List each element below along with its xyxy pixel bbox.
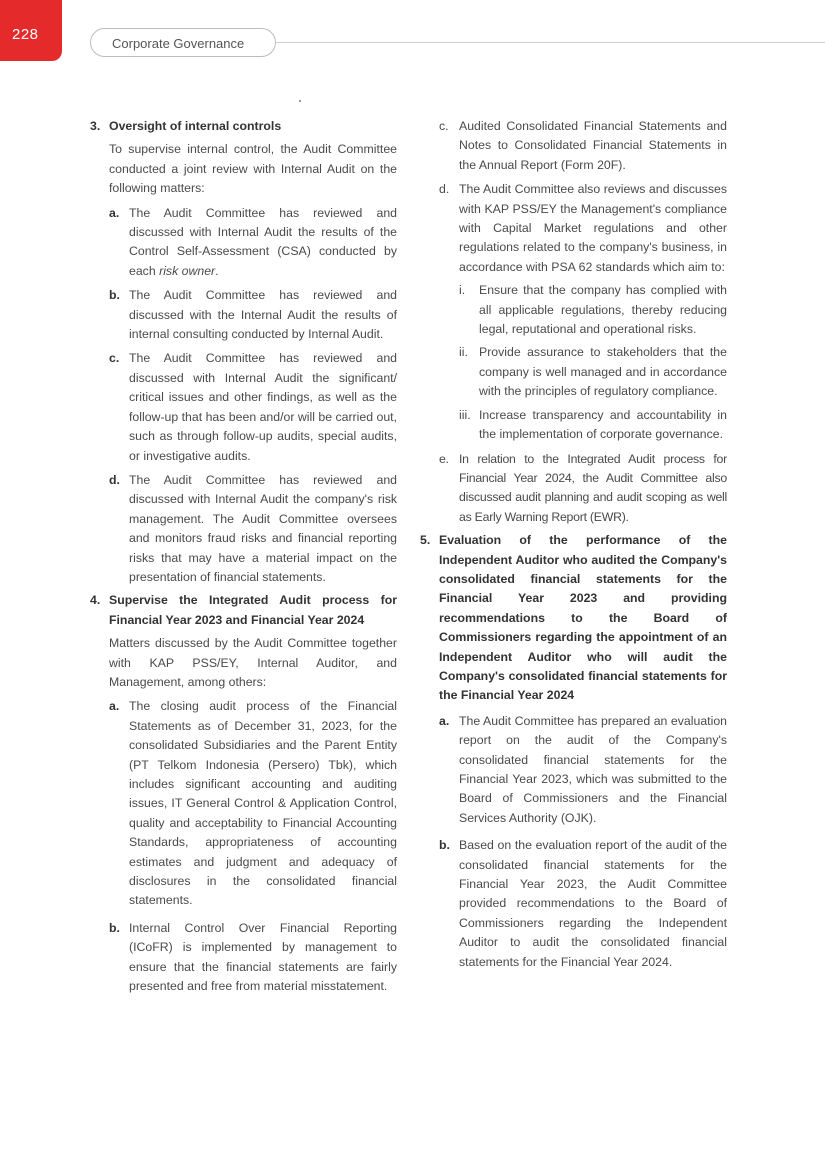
section-4-continued bbox=[420, 117, 727, 527]
list-item-text: The Audit Committee has reviewed and discussed with the Internal Audit the results of internal consulting conducted by Internal Audit. bbox=[129, 288, 397, 342]
list-item bbox=[109, 349, 397, 465]
list-marker: a. bbox=[109, 205, 120, 220]
section-4-title: Supervise the Integrated Audit process for Financial Year 2023 and Financial Year 2024 bbox=[109, 593, 397, 627]
list-item bbox=[109, 697, 397, 910]
sub-list-item bbox=[459, 406, 727, 445]
list-item bbox=[109, 286, 397, 344]
section-5-number: 5. bbox=[420, 533, 431, 548]
sub-list-item-text: Provide assurance to stakeholders that the company is well managed and in accordance with the principles of regulatory compliance. bbox=[479, 345, 727, 399]
sub-list-item bbox=[459, 281, 727, 339]
section-4-intro: Matters discussed by the Audit Committee together with KAP PSS/EY, Internal Auditor, and Management, among others: bbox=[109, 636, 397, 689]
list-item-text: The Audit Committee has reviewed and discussed with Internal Audit the company's risk management. The Audit Committee oversees and monitors fraud risks and financial reporting risks that may have a material impact on the presentation of financial statements. bbox=[129, 472, 397, 584]
list-marker: e. bbox=[439, 451, 449, 466]
header-divider bbox=[276, 42, 825, 43]
list-marker: b. bbox=[439, 838, 450, 853]
section-4-number: 4. bbox=[90, 593, 101, 608]
section-5 bbox=[420, 531, 727, 972]
list-item bbox=[109, 471, 397, 587]
sub-list-marker: iii. bbox=[459, 407, 471, 422]
list-marker: d. bbox=[109, 472, 120, 487]
section-3-number: 3. bbox=[90, 119, 101, 133]
list-marker: a. bbox=[439, 713, 450, 728]
list-item-text: The Audit Committee has prepared an evaluation report on the audit of the Company's consolidated financial statements for the Financial Year 2023, which was submitted to the Board of Commissioners and the Financial Services Authority (OJK). bbox=[459, 713, 727, 825]
section-label-pill bbox=[90, 28, 276, 57]
list-item-text: Audited Consolidated Financial Statements and Notes to Consolidated Financial Statements in the Annual Report (Form 20F). bbox=[459, 119, 727, 172]
sub-list-marker: ii. bbox=[459, 345, 468, 360]
list-marker: d. bbox=[439, 182, 450, 197]
list-marker: a. bbox=[109, 699, 120, 714]
sub-list-item-text: Ensure that the company has complied with all applicable regulations, thereby reducing legal, reputational and operational risks. bbox=[479, 283, 727, 337]
page-number-tab bbox=[0, 0, 62, 61]
stray-dot bbox=[299, 100, 301, 102]
list-marker: b. bbox=[109, 288, 120, 303]
right-column bbox=[420, 117, 727, 972]
list-item-text: In relation to the Integrated Audit process for Financial Year 2024, the Audit Committee also discussed audit planning and audit scoping as well as Early Warning Report (EWR). bbox=[459, 451, 727, 524]
section-3-title: Oversight of internal controls bbox=[109, 119, 282, 133]
section-5-title: Evaluation of the performance of the Independent Auditor who audited the Company's consolidated financial statements for the Financial Year 2023 and providing recommendations to the Board of Commissioners regarding the appointment of an Independent Auditor who will audit the Company's consolidated financial statements for the Financial Year 2024 bbox=[439, 533, 727, 703]
section-label: Corporate Governance bbox=[112, 36, 245, 51]
list-item bbox=[439, 180, 727, 444]
list-item bbox=[109, 204, 397, 282]
section-3-intro: To supervise internal control, the Audit Committee conducted a joint review with Internal Audit on the following matters: bbox=[109, 142, 397, 196]
list-item-text: The Audit Committee has reviewed and discussed with Internal Audit the significant/ critical issues and other findings, as well as the follow-up that has been and/or will be carried out, such as through follow-up audits, special audits, or investigative audits. bbox=[129, 351, 397, 463]
list-item bbox=[439, 712, 727, 828]
list-marker: c. bbox=[109, 351, 120, 366]
list-item-tail: . bbox=[215, 263, 219, 278]
sub-list-marker: i. bbox=[459, 283, 466, 298]
list-item bbox=[439, 836, 727, 972]
section-3 bbox=[90, 117, 397, 587]
list-item-emphasis: risk owner bbox=[159, 263, 216, 278]
list-item bbox=[439, 450, 727, 528]
list-item bbox=[109, 919, 397, 997]
list-item-text: Internal Control Over Financial Reporting (ICoFR) is implemented by management to ensure that the financial statements are fairly presented and free from material misstatement. bbox=[129, 920, 397, 994]
list-item-text: The Audit Committee has reviewed and discussed with Internal Audit the results of the Control Self-Assessment (CSA) conducted by each bbox=[129, 205, 397, 278]
list-item-text: Based on the evaluation report of the audit of the consolidated financial statements for the Financial Year 2023, the Audit Committee provided recommendations to the Board of Commissioners regarding the Independent Auditor to audit the consolidated financial statements for the Financial Year 2024. bbox=[459, 838, 727, 969]
left-column bbox=[90, 117, 397, 996]
list-item-text: The closing audit process of the Financial Statements as of December 31, 2023, for the consolidated Subsidiaries and the Parent Entity (PT Telkom Indonesia (Persero) Tbk), which includes significant accounting and auditing issues, IT General Control & Application Control, quality and acceptability to Financial Accounting Standards, appropriateness of accounting estimates and judgment and adequacy of disclosures in the consolidated financial statements. bbox=[129, 699, 397, 908]
list-item bbox=[439, 117, 727, 175]
section-4 bbox=[90, 591, 397, 996]
page-number: 228 bbox=[12, 26, 39, 43]
list-item-text: The Audit Committee also reviews and discusses with KAP PSS/EY the Management's compliance with Capital Market regulations and other regulations related to the company's business, in accordance with PSA 62 standards which aim to: bbox=[459, 182, 727, 274]
sub-list-item-text: Increase transparency and accountability in the implementation of corporate governance. bbox=[479, 407, 727, 442]
list-marker: b. bbox=[109, 920, 120, 935]
sub-list-item bbox=[459, 343, 727, 401]
list-marker: c. bbox=[439, 119, 449, 133]
